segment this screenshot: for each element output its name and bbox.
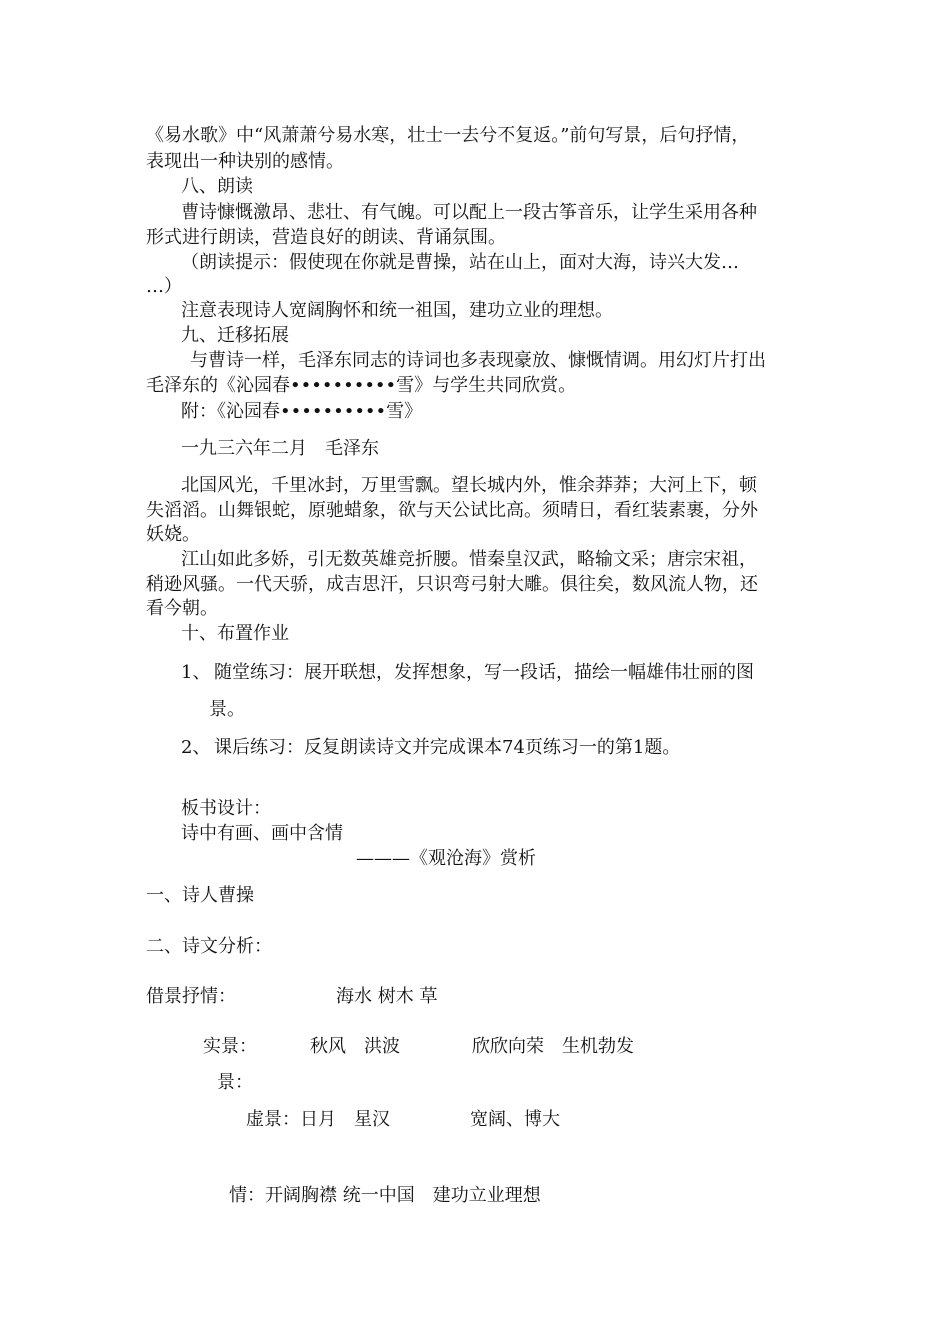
paragraph-line: 表现出一种诀别的感情。 (146, 151, 344, 172)
paragraph-line: 与曹诗一样，毛泽东同志的诗词也多表现豪放、慷慨情调。用幻灯片打出 (190, 350, 766, 371)
section-heading-8: 八、朗读 (181, 176, 253, 197)
paragraph-line: 毛泽东的《沁园春••••••••••雪》与学生共同欣赏。 (146, 375, 577, 396)
paragraph-line: 曹诗慷慨激昂、悲壮、有气魄。可以配上一段古筝音乐，让学生采用各种 (181, 202, 757, 223)
board-items: 海水 树木 草 (336, 986, 438, 1007)
homework-number: 1、 (181, 662, 211, 683)
paragraph-line: 附：《沁园春••••••••••雪》 (181, 401, 423, 422)
homework-item: 课后练习：反复朗读诗文并完成课本74页练习一的第1题。 (214, 737, 681, 758)
paragraph-line: 《易水歌》中“风萧萧兮易水寒，壮士一去兮不复返。”前句写景，后句抒情， (146, 125, 750, 146)
board-label: 借景抒情： (146, 986, 236, 1007)
board-design-title: 诗中有画、画中含情 (181, 823, 343, 844)
poem-byline: 一九三六年二月 毛泽东 (181, 438, 379, 459)
paragraph-line: …） (146, 276, 182, 297)
board-items: 宽阔、博大 (470, 1109, 560, 1130)
board-items: 秋风 洪波 (310, 1036, 400, 1057)
paragraph-line: （朗读提示：假使现在你就是曹操，站在山上，面对大海，诗兴大发… (181, 252, 739, 273)
paragraph-line: 注意表现诗人宽阔胸怀和统一祖国，建功立业的理想。 (181, 300, 613, 321)
section-heading-9: 九、迁移拓展 (181, 325, 289, 346)
poem-line: 看今朝。 (146, 598, 218, 619)
board-design-subtitle: ———《观沧海》赏析 (356, 848, 536, 869)
board-items: 欣欣向荣 生机勃发 (472, 1036, 634, 1057)
board-items: 虚景：日月 星汉 (246, 1109, 390, 1130)
homework-item: 景。 (209, 699, 245, 720)
poem-line: 北国风光，千里冰封，万里雪飘。望长城内外，惟余莽莽；大河上下，顿 (181, 475, 757, 496)
board-section-2: 二、诗文分析： (146, 936, 272, 957)
section-heading-10: 十、布置作业 (181, 623, 289, 644)
homework-number: 2、 (181, 737, 211, 758)
board-design-label: 板书设计： (181, 798, 271, 819)
homework-item: 随堂练习：展开联想，发挥想象，写一段话，描绘一幅雄伟壮丽的图 (214, 662, 754, 683)
poem-line: 失滔滔。山舞银蛇，原驰蜡象，欲与天公试比高。须晴日，看红装素裹，分外 (146, 500, 758, 521)
board-items: 情：开阔胸襟 统一中国 建功立业理想 (229, 1185, 541, 1206)
board-section-1: 一、诗人曹操 (146, 885, 254, 906)
poem-line: 妖娆。 (146, 524, 200, 545)
board-label: 实景： (203, 1036, 257, 1057)
board-label: 景： (217, 1072, 253, 1093)
poem-line: 江山如此多娇，引无数英雄竞折腰。惜秦皇汉武，略输文采；唐宗宋祖， (181, 549, 757, 570)
paragraph-line: 形式进行朗读，营造良好的朗读、背诵氛围。 (146, 227, 506, 248)
poem-line: 稍逊风骚。一代天骄，成吉思汗，只识弯弓射大雕。俱往矣，数风流人物，还 (146, 574, 758, 595)
